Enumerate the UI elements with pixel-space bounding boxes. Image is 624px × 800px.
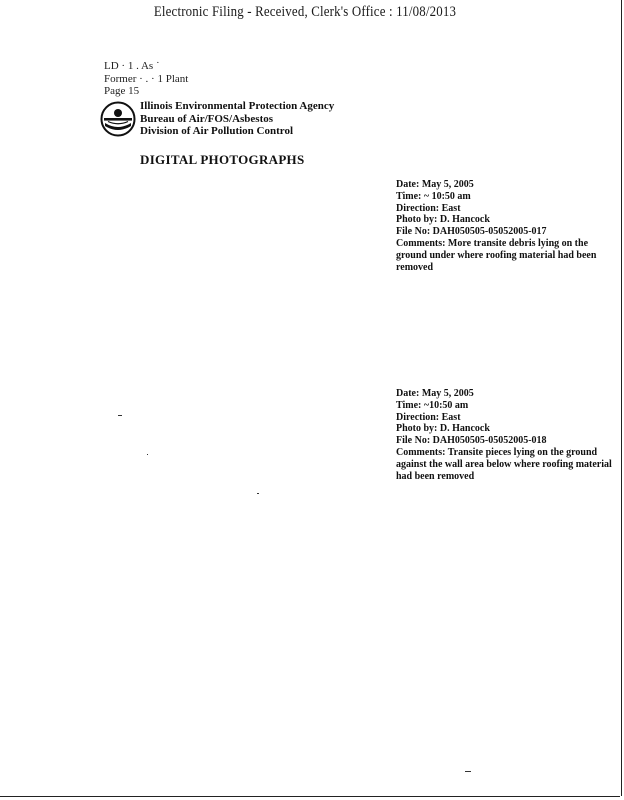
photo-comments: Comments: Transite pieces lying on the ground against the wall area below where roofing material had been removed — [396, 446, 612, 482]
filing-stamp: Electronic Filing - Received, Clerk's Office : 11/08/2013 — [153, 4, 457, 20]
page-edge-bottom — [0, 796, 620, 797]
photo-comments: Comments: More transite debris lying on the ground under where roofing material had been removed — [396, 237, 597, 273]
photo-file-number: File No: DAH050505-05052005-018 — [396, 435, 547, 447]
photo-direction: Direction: East — [396, 202, 461, 214]
agency-text — [140, 100, 334, 138]
photo-file-number: File No: DAH050505-05052005-017 — [396, 226, 547, 238]
header-line-1: LD · 1 . As ˙ — [104, 60, 160, 72]
photo-caption-2 — [396, 388, 612, 482]
scan-speck — [257, 493, 259, 494]
agency-name: Illinois Environmental Protection Agency — [140, 100, 335, 112]
photo-time: Time: ~ 10:50 am — [396, 190, 471, 202]
photo-time: Time: ~10:50 am — [396, 399, 469, 411]
photo-date: Date: May 5, 2005 — [396, 388, 474, 399]
header-line-2: Former · . · 1 Plant — [104, 72, 189, 85]
photo-direction: Direction: East — [396, 411, 461, 423]
document-header — [104, 60, 188, 98]
scan-speck — [147, 454, 148, 455]
agency-block — [100, 100, 334, 138]
header-line-3: Page 15 — [104, 85, 140, 97]
agency-division: Division of Air Pollution Control — [140, 125, 294, 137]
illinois-epa-seal-icon — [100, 101, 136, 137]
scan-speck — [465, 771, 471, 772]
page-title: DIGITAL PHOTOGRAPHS — [140, 152, 305, 167]
photo-date: Date: May 5, 2005 — [396, 179, 474, 190]
photo-author: Photo by: D. Hancock — [396, 214, 490, 226]
scan-speck — [118, 415, 122, 416]
photo-author: Photo by: D. Hancock — [396, 423, 490, 435]
agency-bureau: Bureau of Air/FOS/Asbestos — [140, 112, 274, 125]
photo-caption-1 — [396, 179, 612, 273]
page-edge-right — [621, 0, 622, 796]
